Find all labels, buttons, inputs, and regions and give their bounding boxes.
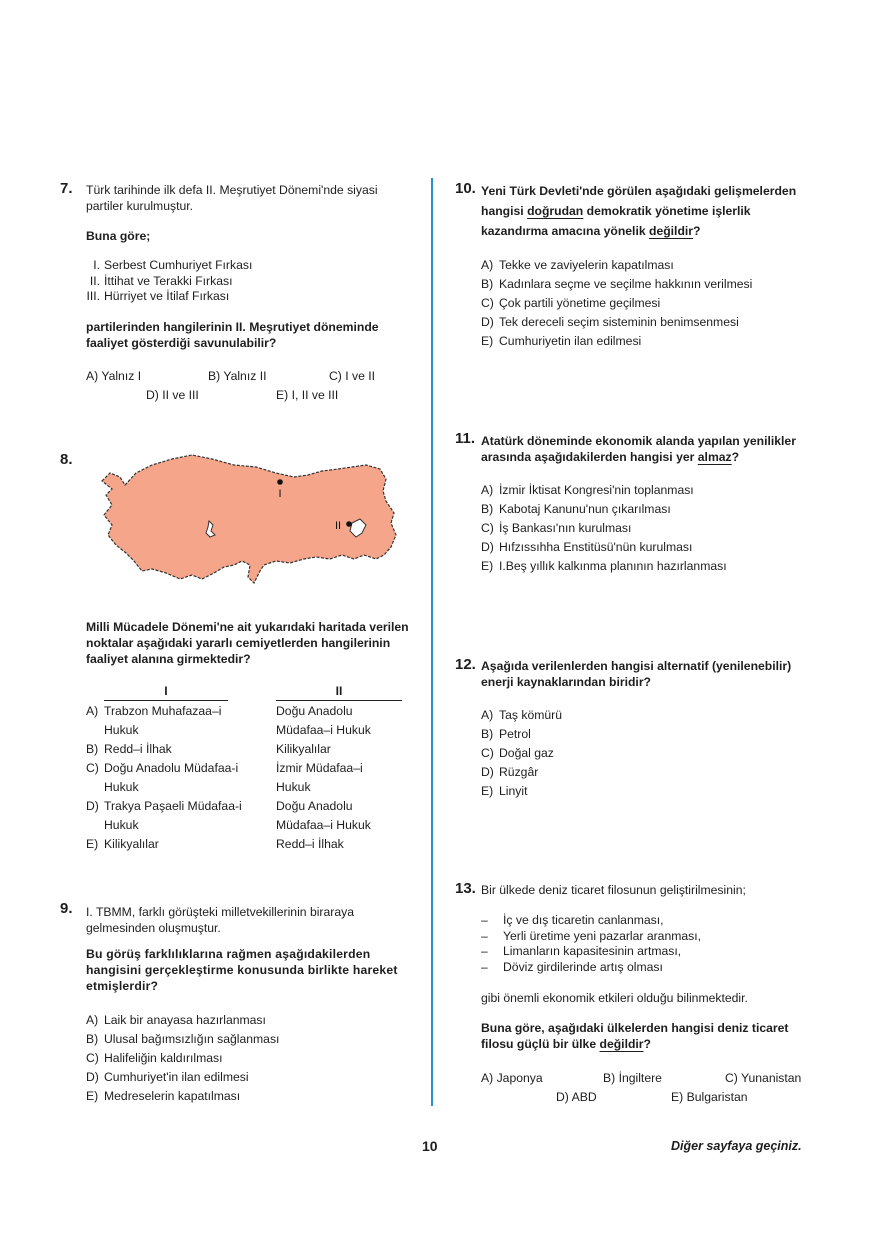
question-text: Milli Mücadele Dönemi'ne ait yukarıdaki haritada verilen noktalar aşağıdaki yararlı cemiyetlerden hangilerinin faaliyet alanına girmektedir? [86, 620, 409, 666]
option-b[interactable]: B) İngiltere [603, 1071, 662, 1085]
next-page-note: Diğer sayfaya geçiniz. [671, 1139, 802, 1153]
option-d[interactable]: D) Trakya Paşaeli Müdafaa-i [86, 799, 242, 813]
question-number: 10. [455, 180, 476, 197]
column-divider [431, 178, 433, 1106]
option-d[interactable]: D) Rüzgâr [481, 765, 539, 779]
question-stem: Türk tarihinde ilk defa II. Meşrutiyet Dönemi'nde siyasi partiler kurulmuştur. [86, 183, 378, 213]
option-b[interactable]: B) Yalnız II [208, 369, 267, 383]
option-d-col2: Doğu Anadolu [276, 799, 353, 813]
option-c[interactable]: C) Yunanistan [725, 1071, 802, 1085]
page-number: 10 [422, 1138, 438, 1154]
map-label-ii: II [335, 520, 342, 532]
option-c[interactable]: C) Çok partili yönetime geçilmesi [481, 296, 661, 310]
option-a[interactable]: A) Tekke ve zaviyelerin kapatılması [481, 258, 674, 272]
option-a-col2-line2: Müdafaa–i Hukuk [276, 723, 371, 737]
turkey-map [94, 443, 404, 593]
option-c[interactable]: C) Halifeliğin kaldırılması [86, 1051, 223, 1065]
option-e[interactable]: E) Medreselerin kapatılması [86, 1089, 241, 1103]
question-stem: I. TBMM, farklı görüşteki milletvekillerinin biraraya gelmesinden oluşmuştur. [86, 905, 354, 935]
option-e[interactable]: E) I.Beş yıllık kalkınma planının hazırlanması [481, 559, 727, 573]
roman-item: I. Serbest Cumhuriyet Fırkası [93, 258, 253, 272]
option-a[interactable]: A) İzmir İktisat Kongresi'nin toplanması [481, 483, 694, 497]
question-text: Buna göre, aşağıdaki ülkelerden hangisi deniz ticaret filosu güçlü bir ülke değildir? [481, 1021, 789, 1051]
question-text: partilerinden hangilerinin II. Meşrutiyet döneminde faaliyet gösterdiği savunulabilir? [86, 320, 379, 350]
question-number: 7. [60, 180, 73, 197]
option-c[interactable]: C) I ve II [329, 369, 376, 383]
option-b[interactable]: B) Redd–i İlhak [86, 742, 172, 756]
dash-item: – İç ve dış ticaretin canlanması, [481, 913, 664, 927]
option-d-line2: Hukuk [104, 818, 139, 832]
option-b[interactable]: B) Petrol [481, 727, 531, 741]
option-b[interactable]: B) Kabotaj Kanunu'nun çıkarılması [481, 502, 671, 516]
dash-item: – Yerli üretime yeni pazarlar aranması, [481, 928, 702, 943]
option-c[interactable]: C) Doğal gaz [481, 746, 554, 760]
option-a-line2: Hukuk [104, 723, 139, 737]
option-c-col2-line2: Hukuk [276, 780, 311, 794]
option-c[interactable]: C) Doğu Anadolu Müdafaa-i [86, 761, 239, 775]
option-d[interactable]: D) Tek dereceli seçim sisteminin benimsenmesi [481, 315, 739, 329]
dash-item: – Döviz girdilerinde artış olması [481, 959, 663, 974]
option-a[interactable]: A) Trabzon Muhafazaa–i [86, 704, 222, 718]
question-text: Bu görüş farklılıklarına rağmen aşağıdakilerden hangisini gerçekleştirme konusunda birlikte hareket etmişlerdir? [86, 947, 398, 993]
question-text: Aşağıda verilenlerden hangisi alternatif (yenilenebilir) enerji kaynaklarından biridir? [481, 659, 792, 689]
option-e-col2: Redd–i İlhak [276, 837, 344, 851]
roman-item: III. Hürriyet ve İtilaf Fırkası [86, 289, 230, 303]
option-a[interactable]: A) Laik bir anayasa hazırlanması [86, 1013, 266, 1027]
option-a[interactable]: A) Japonya [481, 1071, 543, 1085]
question-context: gibi önemli ekonomik etkileri olduğu bilinmektedir. [481, 991, 748, 1005]
option-c-line2: Hukuk [104, 780, 139, 794]
option-c[interactable]: C) İş Bankası'nın kurulması [481, 521, 632, 535]
turkey-map-shape [102, 455, 396, 583]
option-d[interactable]: D) Cumhuriyet'in ilan edilmesi [86, 1070, 249, 1084]
option-a[interactable]: A) Taş kömürü [481, 708, 562, 722]
column-header-i: I [104, 684, 228, 701]
option-e[interactable]: E) I, II ve III [276, 388, 339, 402]
roman-item: II. İttihat ve Terakki Fırkası [89, 273, 233, 288]
option-b[interactable]: B) Kadınlara seçme ve seçilme hakkının verilmesi [481, 277, 753, 291]
option-e[interactable]: E) Cumhuriyetin ilan edilmesi [481, 334, 642, 348]
option-c-col2: İzmir Müdafaa–i [276, 761, 363, 775]
option-d-col2-line2: Müdafaa–i Hukuk [276, 818, 371, 832]
map-point-ii [346, 521, 352, 527]
question-text: Atatürk döneminde ekonomik alanda yapılan yenilikler arasında aşağıdakilerden hangisi yer almaz? [481, 434, 796, 464]
question-lead: Buna göre; [86, 229, 151, 243]
question-text: Yeni Türk Devleti'nde görülen aşağıdaki gelişmelerden hangisi doğrudan demokratik yönetime işlerlik kazandırma amacına yönelik değildir? [481, 184, 797, 238]
question-number: 13. [455, 880, 476, 897]
dash-item: – Limanların kapasitesinin artması, [481, 944, 682, 958]
option-b-col2: Kilikyalılar [276, 742, 331, 756]
question-stem: Bir ülkede deniz ticaret filosunun geliştirilmesinin; [481, 883, 746, 897]
option-d[interactable]: D) ABD [556, 1090, 597, 1104]
option-a[interactable]: A) Yalnız I [86, 369, 142, 383]
question-number: 12. [455, 656, 476, 673]
column-header-ii: II [276, 684, 402, 701]
option-e[interactable]: E) Linyit [481, 784, 528, 798]
option-d[interactable]: D) Hıfzıssıhha Enstitüsü'nün kurulması [481, 540, 693, 554]
option-e[interactable]: E) Kilikyalılar [86, 837, 159, 851]
question-number: 8. [60, 451, 73, 468]
map-label-i: I [278, 488, 282, 500]
option-e[interactable]: E) Bulgaristan [671, 1090, 748, 1104]
option-a-col2: Doğu Anadolu [276, 704, 353, 718]
map-point-i [277, 479, 283, 485]
question-number: 11. [455, 430, 476, 447]
question-number: 9. [60, 900, 73, 917]
option-d[interactable]: D) II ve III [146, 388, 199, 402]
option-b[interactable]: B) Ulusal bağımsızlığın sağlanması [86, 1032, 280, 1046]
